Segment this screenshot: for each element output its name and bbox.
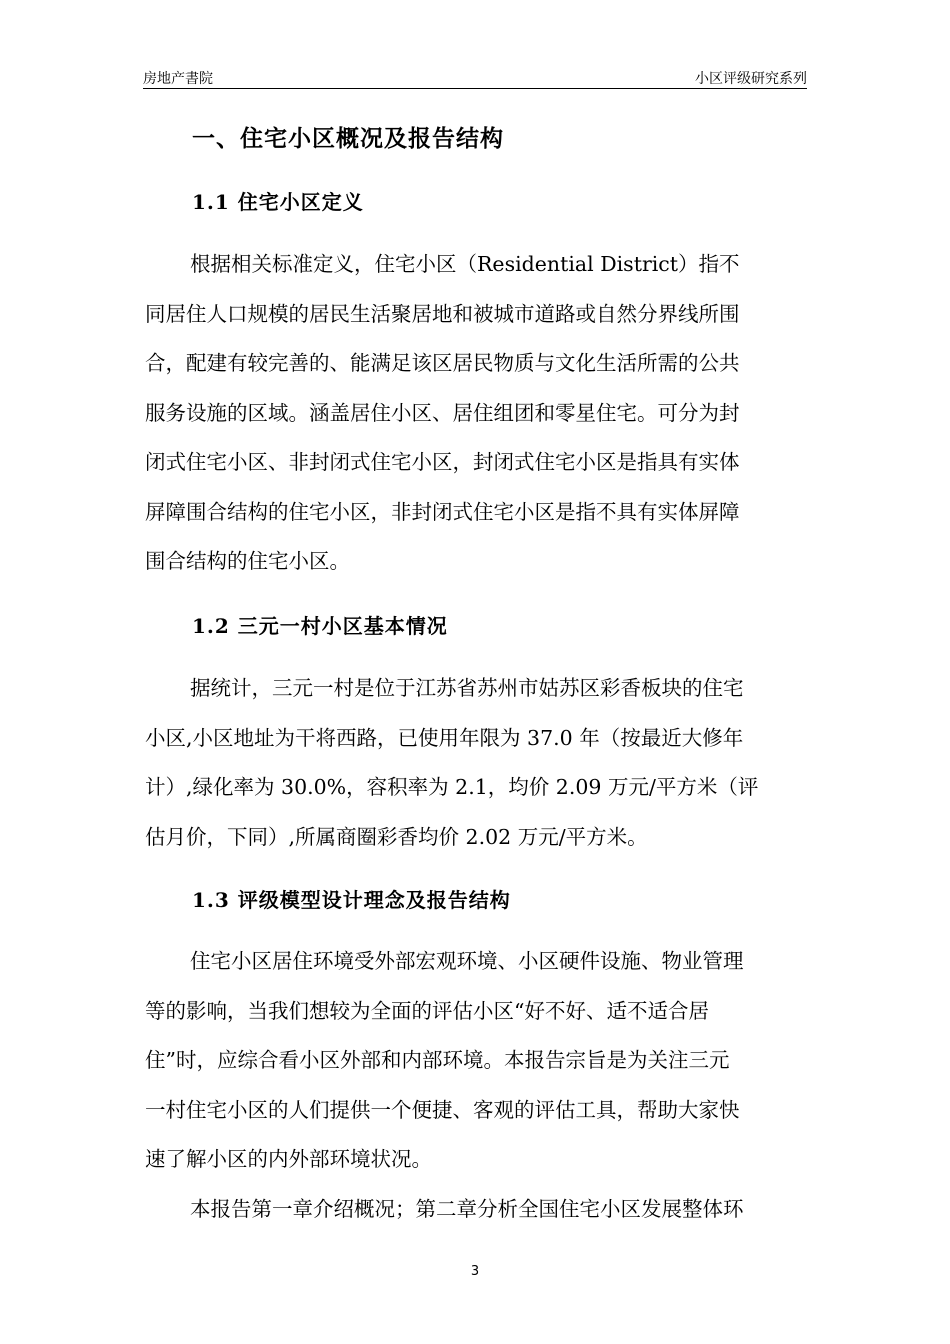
paragraph-line: 围合结构的住宅小区。 (145, 549, 350, 573)
paragraph-line: 住”时，应综合看小区外部和内部环境。本报告宗旨是为关注三元 (145, 1048, 730, 1072)
page-number: 3 (470, 1264, 480, 1279)
chapter-title: 一、住宅小区概况及报告结构 (192, 125, 504, 152)
paragraph-line: 计）,绿化率为 30.0%，容积率为 2.1，均价 2.09 万元/平方米（评 (145, 775, 759, 799)
paragraph-line: 合，配建有较完善的、能满足该区居民物质与文化生活所需的公共 (145, 351, 740, 375)
section-title-1-2: 1.2 三元一村小区基本情况 (192, 614, 448, 638)
paragraph-line: 本报告第一章介绍概况；第二章分析全国住宅小区发展整体环 (190, 1197, 744, 1221)
section-title-1-1: 1.1 住宅小区定义 (192, 190, 364, 214)
paragraph-line: 估月价，下同）,所属商圈彩香均价 2.02 万元/平方米。 (145, 824, 648, 849)
paragraph-line: 服务设施的区域。涵盖居住小区、居住组团和零星住宅。可分为封 (145, 400, 740, 425)
paragraph-line: 闭式住宅小区、非封闭式住宅小区，封闭式住宅小区是指具有实体 (145, 450, 740, 474)
section-1-3-paragraph-1 (145, 937, 807, 1185)
paragraph-line: 速了解小区的内外部环境状况。 (145, 1147, 432, 1171)
paragraph-line: 住宅小区居住环境受外部宏观环境、小区硬件设施、物业管理 (190, 949, 744, 973)
paragraph-line: 同居住人口规模的居民生活聚居地和被城市道路或自然分界线所围 (145, 301, 740, 326)
section-1-3-paragraph-2 (145, 1185, 807, 1235)
paragraph-line: 屏障围合结构的住宅小区，非封闭式住宅小区是指不具有实体屏障 (145, 499, 740, 524)
section-1-1-paragraph (145, 240, 807, 587)
paragraph-line: 一村住宅小区的人们提供一个便捷、客观的评估工具，帮助大家快 (145, 1097, 740, 1122)
section-title-1-3: 1.3 评级模型设计理念及报告结构 (192, 888, 511, 912)
paragraph-line: 小区,小区地址为干将西路，已使用年限为 37.0 年（按最近大修年 (145, 725, 744, 750)
paragraph-line: 根据相关标准定义，住宅小区（Residential District）指不 (190, 252, 740, 276)
paragraph-line: 等的影响，当我们想较为全面的评估小区“好不好、适不适合居 (145, 998, 709, 1023)
header-brand: 房地产書院 (143, 71, 213, 87)
page-header (143, 66, 807, 88)
paragraph-line: 据统计，三元一村是位于江苏省苏州市姑苏区彩香板块的住宅 (190, 676, 744, 700)
section-1-2-paragraph (145, 664, 807, 862)
header-divider (143, 88, 807, 89)
header-series-title: 小区评级研究系列 (695, 71, 807, 87)
